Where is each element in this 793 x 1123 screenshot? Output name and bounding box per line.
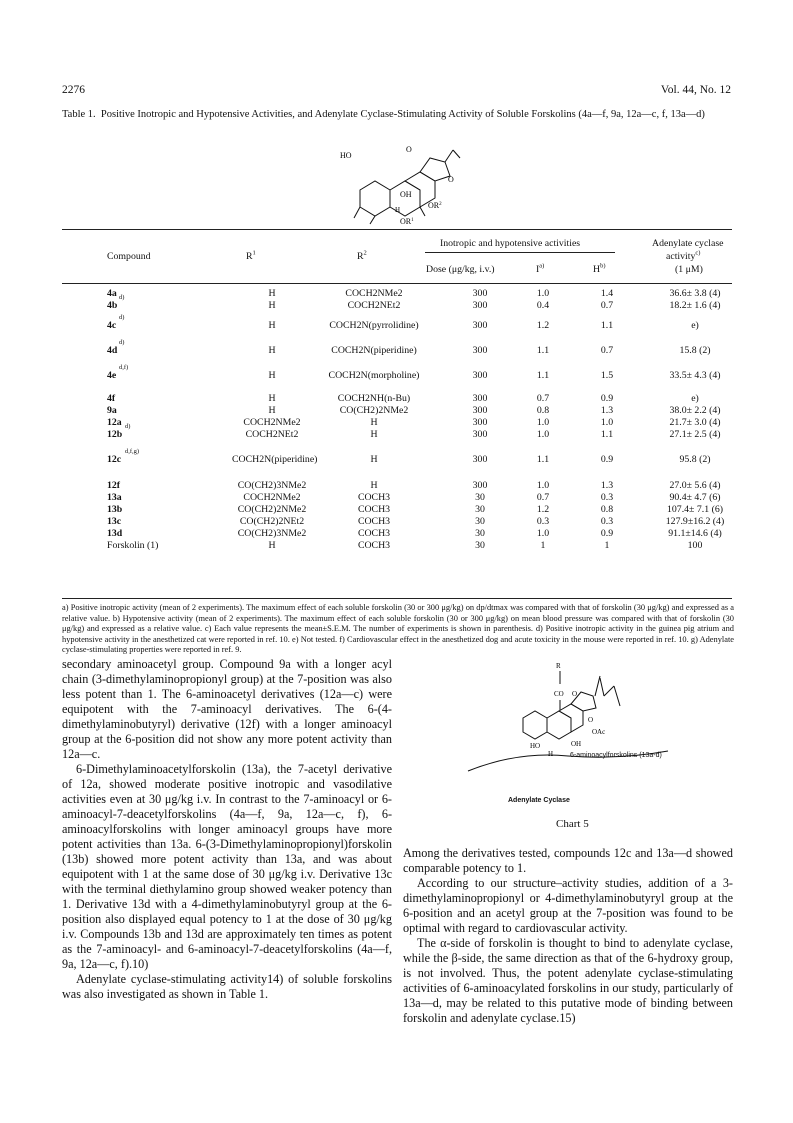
table-row: 4e d,f) H COCH2N(morpholine) 300 1.1 1.5 33.5± 4.3 (4) <box>62 370 732 382</box>
cell-r1: COCH2NEt2 <box>245 429 299 440</box>
chart5-ho-label: HO <box>530 742 541 750</box>
table-row: 4c d) H COCH2N(pyrrolidine) 300 1.2 1.1 e) <box>62 320 732 332</box>
cell-hypotensive: 0.9 <box>600 454 614 465</box>
chart5-oac-label: OAc <box>592 728 606 736</box>
table-row <box>62 480 732 492</box>
cell-r1: COCH2NMe2 <box>243 492 301 503</box>
cell-r2: COCH3 <box>357 492 391 503</box>
table-bottom-rule <box>62 598 732 599</box>
cell-hypotensive: 0.7 <box>600 300 614 311</box>
header-h: $H^{b)}$ <box>593 262 606 275</box>
table-caption-text: Positive Inotropic and Hypotensive Activities, and Adenylate Cyclase-Stimulating Activity of Soluble Forskolins (4a—f, 9a, 12a—c, f, 13a—d) <box>100 109 705 120</box>
cell-hypotensive: 1.1 <box>600 429 614 440</box>
cell-compound: 13a <box>107 492 122 503</box>
cell-dose: 300 <box>472 454 488 465</box>
cell-hypotensive: 0.7 <box>600 345 614 356</box>
cell-dose: 30 <box>475 504 485 515</box>
cell-compound: 9a <box>107 405 117 416</box>
table-row <box>62 516 732 528</box>
cell-dose: 300 <box>472 300 488 311</box>
chart5-figure <box>408 656 728 834</box>
cell-adenylate: 33.5± 4.3 (4) <box>669 370 721 381</box>
table-row <box>62 504 732 516</box>
cell-r1: H <box>268 300 276 311</box>
cell-hypotensive: 1.4 <box>600 288 614 299</box>
paragraph: The α-side of forskolin is thought to bind to adenylate cyclase, while the β-side, the same direction as that of the 6-hydroxy group, is not involved. Thus, the potent adenylate cyclase-stimulating activities of 6-aminoacylated forskolins in our study, particularly of 13a—d, may be related to this putative mode of binding between forskolin and adenylate cyclase.15) <box>403 936 733 1025</box>
cell-r1: H <box>268 345 276 356</box>
cell-hypotensive: 1 <box>604 540 610 551</box>
table-row <box>62 528 732 540</box>
cell-dose: 30 <box>475 492 485 503</box>
table-row <box>62 405 732 417</box>
cell-dose: 300 <box>472 370 488 381</box>
cell-dose: 300 <box>472 417 488 428</box>
cell-r1: H <box>268 320 276 331</box>
cell-inotropic: 1.0 <box>536 288 550 299</box>
cell-adenylate: 95.8 (2) <box>679 454 711 465</box>
cell-r1: CO(CH2)3NMe2 <box>237 528 307 539</box>
cell-inotropic: 1.1 <box>536 370 550 381</box>
cell-dose: 300 <box>472 405 488 416</box>
cell-hypotensive: 0.8 <box>600 504 614 515</box>
table-row <box>62 417 732 429</box>
cell-adenylate: e) <box>691 393 699 404</box>
cell-hypotensive: 1.3 <box>600 480 614 491</box>
or1-label: $OR^1$ <box>400 217 414 225</box>
chart5-title: Chart 5 <box>556 818 589 830</box>
cell-hypotensive: 1.1 <box>600 320 614 331</box>
table-row: 4b d) H COCH2NEt2 300 0.4 0.7 18.2± 1.6 (4) <box>62 300 732 312</box>
cell-hypotensive: 0.9 <box>600 528 614 539</box>
chart5-structure-diagram <box>408 656 728 806</box>
cell-inotropic: 0.7 <box>536 393 550 404</box>
cell-dose: 30 <box>475 528 485 539</box>
cell-adenylate: 90.4± 4.7 (6) <box>669 492 721 503</box>
table-footnotes: a) Positive inotropic activity (mean of 2 experiments). The maximum effect of each soluble forskolin (30 or 300 μg/kg) on dp/dtmax was compared with that of forskolin (30 μg/kg) and expressed as a relative value. b) Hypotensive activity (mean of 2 experiments). The maximum effect of each soluble forskolin (30 or 300 μg/kg) on mean blood pressure was compared with that of forskolin (30 μg/kg) and expressed as a relative value. c) Each value represents the mean±S.E.M. The number of experiments is shown in parenthesis. d) Positive inotropic activity in the guinea pig atrium and hypotensive activity in the anesthetized cat were reported in ref. 10. e) Not tested. f) Cardiovascular effect in the anesthetized dog and acute toxicity in the mouse were reported in ref. 10. g) Adenylate cyclase-stimulating properties were reported in ref. 9. <box>62 603 734 655</box>
table-group-rule <box>425 252 615 253</box>
table-row: 12b d) COCH2NEt2 H 300 1.0 1.1 27.1± 2.5 (4) <box>62 429 732 441</box>
cell-dose: 30 <box>475 516 485 527</box>
paragraph: 6-Dimethylaminoacetylforskolin (13a), the 7-acetyl derivative of 12a, showed moderate positive inotropic and vasodilative activities even at 30 μg/kg i.v. In contrast to the 7-aminoacyl or 6-aminoacyl-7-deacetylforskolins (4a—f, 9a, 12a—c, f), 6-aminoacylforskolins with longer aminoacyl groups have more potent activities than 13a. 6-(3-Dimethylaminopropionyl)forskolin (13b) showed more potent activity than 13a, and was about equipotent with 1 at the same dose of 30 μg/kg i.v. Derivative 13c with the terminal diethylamino group showed weaker potency than 1. Derivative 13d with a 4-dimethylaminobutyryl group at the 6-position also displayed equal potency to 1 at the dose of 30 μg/kg i.v. Compounds 13b and 13d are approximately ten times as potent as the 7-aminoacyl- and 6-aminoacyl-7-deacetylforskolins (4a—f, 9a, 12a—c, f).10) <box>62 762 392 971</box>
cell-dose: 300 <box>472 320 488 331</box>
cell-r2: COCH3 <box>357 540 391 551</box>
cell-dose: 300 <box>472 429 488 440</box>
paragraph: secondary aminoacetyl group. Compound 9a with a longer acyl chain (3-dimethylaminopropionyl group) at the 7-position was also less potent than 1. The 6-aminoacetyl derivatives (12a—c) were equipotent with the 7-aminoacyl derivatives. The 6-(4-dimethylaminobutyryl) derivative (12f) with a longer aminoacyl group at the 6-position did not show any more potent activity than 12a—c. <box>62 657 392 761</box>
chart5-compound-label: 6-aminoacylforskolins (13a-d) <box>570 752 662 759</box>
chart5-o2-label: O <box>588 716 594 724</box>
header-dose: Dose (μg/kg, i.v.) <box>426 264 495 275</box>
cell-compound: 4f <box>107 393 116 404</box>
table-caption <box>62 108 734 122</box>
oh-label: OH <box>400 190 412 199</box>
cell-r1: COCH2N(piperidine) <box>232 454 318 465</box>
table-row <box>62 492 732 504</box>
volume-label: Vol. 44, No. 12 <box>660 84 731 96</box>
chart5-enzyme-label: Adenylate Cyclase <box>508 797 570 804</box>
cell-inotropic: 1.1 <box>536 345 550 356</box>
table-row: 4d d) H COCH2N(piperidine) 300 1.1 0.7 15.8 (2) <box>62 345 732 357</box>
ring-a <box>360 181 390 216</box>
cell-r1: H <box>268 288 276 299</box>
table-header-rule <box>62 283 732 284</box>
cell-adenylate: 27.1± 2.5 (4) <box>669 429 721 440</box>
cell-r2: COCH3 <box>357 528 391 539</box>
cell-r2: H <box>370 429 378 440</box>
header-adenylate-conc: (1 μM) <box>675 264 703 275</box>
cell-r1: CO(CH2)2NEt2 <box>239 516 305 527</box>
cell-inotropic: 0.7 <box>536 492 550 503</box>
cell-inotropic: 1.0 <box>536 429 550 440</box>
cell-compound: Forskolin (1) <box>107 540 159 551</box>
cell-r2: COCH2NEt2 <box>347 300 401 311</box>
cell-adenylate: e) <box>691 320 699 331</box>
cell-inotropic: 1.2 <box>536 504 550 515</box>
cell-adenylate: 127.9±16.2 (4) <box>665 516 725 527</box>
table-row: 12c d,f,g) COCH2N(piperidine) H 300 1.1 0.9 95.8 (2) <box>62 454 732 466</box>
cell-compound: 12a <box>107 417 122 428</box>
cell-inotropic: 1.0 <box>536 480 550 491</box>
header-adenylate: Adenylate cyclase <box>652 238 724 249</box>
table-row <box>62 540 732 552</box>
table-caption-prefix: Table 1. <box>62 109 96 120</box>
cell-adenylate: 107.4± 7.1 (6) <box>667 504 723 515</box>
cell-dose: 300 <box>472 345 488 356</box>
cell-r2: COCH2NH(n-Bu) <box>337 393 411 404</box>
cell-r2: COCH2N(morpholine) <box>328 370 420 381</box>
paragraph: Among the derivatives tested, compounds 12c and 13a—d showed comparable potency to 1. <box>403 846 733 875</box>
cell-r1: COCH2NMe2 <box>243 417 301 428</box>
cell-r2: H <box>370 454 378 465</box>
cell-hypotensive: 1.0 <box>600 417 614 428</box>
forskolin-structure-diagram <box>320 140 470 225</box>
cell-dose: 300 <box>472 288 488 299</box>
cell-r2: COCH2NMe2 <box>345 288 403 299</box>
cell-compound: 13b <box>107 504 123 515</box>
header-r2: $R^2$ <box>357 249 367 262</box>
cell-compound: 13d <box>107 528 123 539</box>
cell-compound: 13c <box>107 516 122 527</box>
cell-compound: 12b <box>107 429 123 440</box>
header-i: $I^{a)}$ <box>536 262 545 275</box>
cell-r2: COCH3 <box>357 516 391 527</box>
cell-r2: COCH2N(pyrrolidine) <box>329 320 419 331</box>
header-r1: $R^1$ <box>246 249 256 262</box>
cell-hypotensive: 0.9 <box>600 393 614 404</box>
body-left-column <box>62 657 392 1002</box>
cell-inotropic: 1 <box>540 540 546 551</box>
header-compound: Compound <box>107 251 151 262</box>
table-row <box>62 393 732 405</box>
cell-inotropic: 1.0 <box>536 528 550 539</box>
or2-label: $OR^2$ <box>428 201 442 210</box>
cell-compound: 4e <box>107 370 117 381</box>
o-top-label: O <box>406 145 412 154</box>
cell-r2: COCH2N(piperidine) <box>331 345 417 356</box>
cell-hypotensive: 1.3 <box>600 405 614 416</box>
cell-r2: H <box>370 480 378 491</box>
header-inotropic-group: Inotropic and hypotensive activities <box>440 238 581 249</box>
page-number: 2276 <box>62 84 85 96</box>
chart5-h-label: H <box>548 750 554 758</box>
cell-compound: 12f <box>107 480 121 491</box>
cell-r1: CO(CH2)2NMe2 <box>237 504 307 515</box>
cell-compound: 4b <box>107 300 118 311</box>
cell-hypotensive: 0.3 <box>600 516 614 527</box>
cell-compound: 12c <box>107 454 122 465</box>
h-label: H <box>395 206 401 214</box>
cell-adenylate: 38.0± 2.2 (4) <box>669 405 721 416</box>
table-top-rule <box>62 229 732 230</box>
cell-compound: 4c <box>107 320 117 331</box>
cell-r1: CO(CH2)3NMe2 <box>237 480 307 491</box>
ho-label: HO <box>340 151 352 160</box>
cell-adenylate: 15.8 (2) <box>679 345 711 356</box>
cell-r1: H <box>268 370 276 381</box>
cell-hypotensive: 1.5 <box>600 370 614 381</box>
cell-dose: 30 <box>475 540 485 551</box>
cell-dose: 300 <box>472 393 488 404</box>
cell-r2: CO(CH2)2NMe2 <box>339 405 409 416</box>
cell-adenylate: 100 <box>687 540 703 551</box>
cell-r1: H <box>268 393 276 404</box>
cell-adenylate: 21.7± 3.0 (4) <box>669 417 721 428</box>
cell-inotropic: 0.3 <box>536 516 550 527</box>
cell-r2: H <box>370 417 378 428</box>
cell-compound: 4d <box>107 345 118 356</box>
cell-r1: H <box>268 540 276 551</box>
cell-adenylate: 18.2± 1.6 (4) <box>669 300 721 311</box>
cell-r1: H <box>268 405 276 416</box>
cell-inotropic: 0.8 <box>536 405 550 416</box>
paragraph: According to our structure–activity studies, addition of a 3-dimethylaminopropionyl or 4-dimethylaminobutyryl group at the 6-position and an acetyl group at the 7-position was found to be optimal with regard to cardiovascular activity. <box>403 876 733 935</box>
cell-inotropic: 1.2 <box>536 320 550 331</box>
cell-dose: 300 <box>472 480 488 491</box>
cell-adenylate: 36.6± 3.8 (4) <box>669 288 721 299</box>
body-right-column <box>403 846 733 1026</box>
o-ring-label: O <box>448 175 454 184</box>
cell-inotropic: 1.1 <box>536 454 550 465</box>
chart5-co-label: CO <box>554 690 564 698</box>
chart5-r-label: R <box>556 662 561 670</box>
cell-r2: COCH3 <box>357 504 391 515</box>
cell-hypotensive: 0.3 <box>600 492 614 503</box>
cell-adenylate: 27.0± 5.6 (4) <box>669 480 721 491</box>
paragraph: Adenylate cyclase-stimulating activity14) of soluble forskolins was also investigated as shown in Table 1. <box>62 972 392 1001</box>
chart5-oh-label: OH <box>571 740 582 748</box>
cell-adenylate: 91.1±14.6 (4) <box>668 528 722 539</box>
header-adenylate-activity: activity$^{c)}$ <box>666 249 701 262</box>
chart5-o-label: O <box>572 690 578 698</box>
cell-inotropic: 0.4 <box>536 300 550 311</box>
cell-inotropic: 1.0 <box>536 417 550 428</box>
cell-compound: 4a <box>107 288 117 299</box>
table-row <box>62 288 732 300</box>
